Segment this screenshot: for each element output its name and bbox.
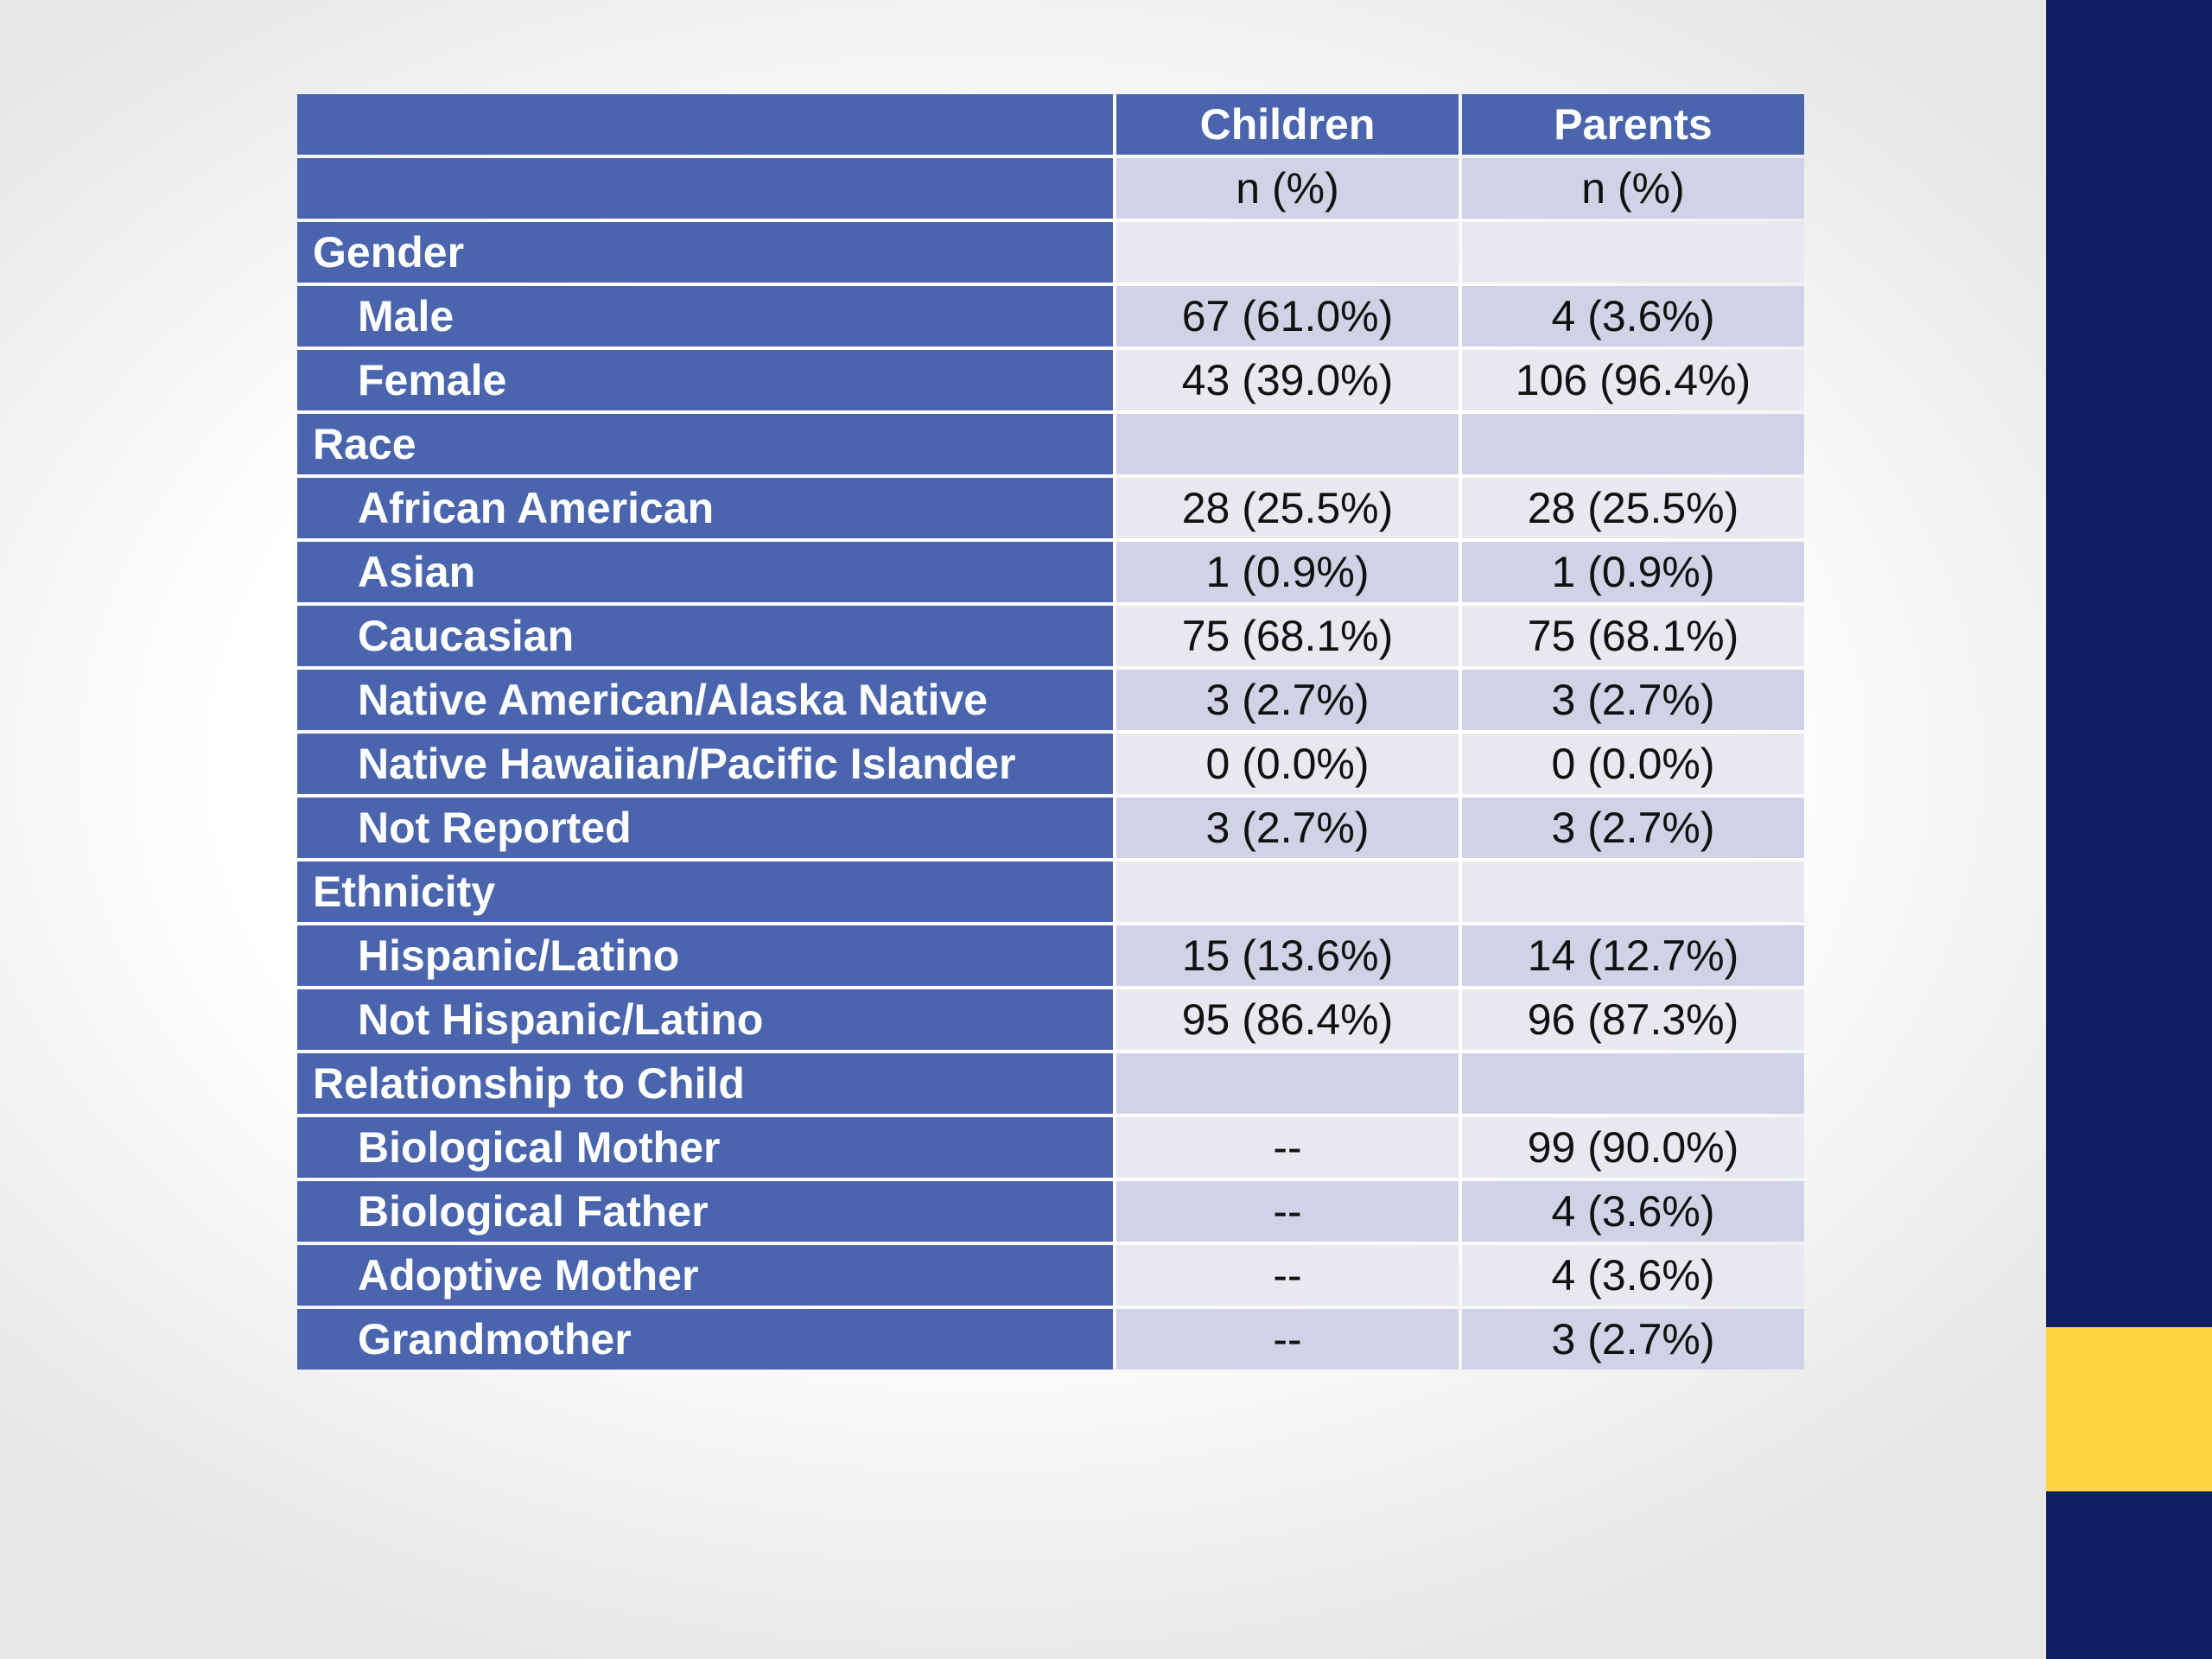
table-row xyxy=(297,542,1804,602)
children-value: 95 (86.4%) xyxy=(1116,989,1459,1050)
section-label: Gender xyxy=(297,222,1113,283)
children-value xyxy=(1116,861,1459,922)
row-label: Biological Mother xyxy=(297,1117,1113,1178)
children-value xyxy=(1116,414,1459,474)
units-children: n (%) xyxy=(1116,158,1459,219)
parents-value: 75 (68.1%) xyxy=(1462,606,1804,666)
row-label: Asian xyxy=(297,542,1113,602)
table-row xyxy=(297,1245,1804,1306)
table-section-row xyxy=(297,222,1804,283)
header-label-cell xyxy=(297,94,1113,155)
children-value: -- xyxy=(1116,1181,1459,1242)
units-parents: n (%) xyxy=(1462,158,1804,219)
table-header-row xyxy=(297,94,1804,155)
parents-value: 4 (3.6%) xyxy=(1462,1245,1804,1306)
children-value: 67 (61.0%) xyxy=(1116,286,1459,346)
parents-value: 96 (87.3%) xyxy=(1462,989,1804,1050)
children-value: 28 (25.5%) xyxy=(1116,478,1459,538)
parents-value xyxy=(1462,861,1804,922)
row-label: African American xyxy=(297,478,1113,538)
row-label: Biological Father xyxy=(297,1181,1113,1242)
row-label: Grandmother xyxy=(297,1309,1113,1370)
table-row xyxy=(297,734,1804,794)
children-value: -- xyxy=(1116,1245,1459,1306)
table-row xyxy=(297,1181,1804,1242)
table-section-row xyxy=(297,1053,1804,1114)
parents-value: 4 (3.6%) xyxy=(1462,286,1804,346)
parents-value: 106 (96.4%) xyxy=(1462,350,1804,410)
table-units-row xyxy=(297,158,1804,219)
children-value: 3 (2.7%) xyxy=(1116,798,1459,858)
children-value: 3 (2.7%) xyxy=(1116,670,1459,730)
table-row xyxy=(297,798,1804,858)
section-label: Race xyxy=(297,414,1113,474)
table-row xyxy=(297,286,1804,346)
table-row xyxy=(297,1117,1804,1178)
section-label: Ethnicity xyxy=(297,861,1113,922)
row-label: Native Hawaiian/Pacific Islander xyxy=(297,734,1113,794)
table-row xyxy=(297,925,1804,986)
children-value: 43 (39.0%) xyxy=(1116,350,1459,410)
children-value: -- xyxy=(1116,1309,1459,1370)
row-label: Native American/Alaska Native xyxy=(297,670,1113,730)
parents-value: 14 (12.7%) xyxy=(1462,925,1804,986)
parents-value: 0 (0.0%) xyxy=(1462,734,1804,794)
row-label: Caucasian xyxy=(297,606,1113,666)
table-row xyxy=(297,670,1804,730)
parents-value: 3 (2.7%) xyxy=(1462,670,1804,730)
table-row xyxy=(297,350,1804,410)
section-label: Relationship to Child xyxy=(297,1053,1113,1114)
table-section-row xyxy=(297,861,1804,922)
parents-value: 99 (90.0%) xyxy=(1462,1117,1804,1178)
parents-value: 4 (3.6%) xyxy=(1462,1181,1804,1242)
table-row xyxy=(297,606,1804,666)
row-label: Adoptive Mother xyxy=(297,1245,1113,1306)
demographics-table xyxy=(294,91,1808,1373)
table-row xyxy=(297,478,1804,538)
children-value: 0 (0.0%) xyxy=(1116,734,1459,794)
row-label: Hispanic/Latino xyxy=(297,925,1113,986)
table-row xyxy=(297,1309,1804,1370)
children-value: 1 (0.9%) xyxy=(1116,542,1459,602)
row-label: Female xyxy=(297,350,1113,410)
row-label: Not Hispanic/Latino xyxy=(297,989,1113,1050)
children-value xyxy=(1116,1053,1459,1114)
units-label-cell xyxy=(297,158,1113,219)
parents-value: 28 (25.5%) xyxy=(1462,478,1804,538)
children-value xyxy=(1116,222,1459,283)
table-section-row xyxy=(297,414,1804,474)
table-row xyxy=(297,989,1804,1050)
sidebar-yellow-accent xyxy=(2046,1327,2212,1491)
parents-value xyxy=(1462,414,1804,474)
parents-value xyxy=(1462,1053,1804,1114)
parents-value xyxy=(1462,222,1804,283)
row-label: Not Reported xyxy=(297,798,1113,858)
parents-value: 3 (2.7%) xyxy=(1462,1309,1804,1370)
children-value: 75 (68.1%) xyxy=(1116,606,1459,666)
parents-value: 3 (2.7%) xyxy=(1462,798,1804,858)
children-value: 15 (13.6%) xyxy=(1116,925,1459,986)
parents-value: 1 (0.9%) xyxy=(1462,542,1804,602)
header-children: Children xyxy=(1116,94,1459,155)
children-value: -- xyxy=(1116,1117,1459,1178)
header-parents: Parents xyxy=(1462,94,1804,155)
row-label: Male xyxy=(297,286,1113,346)
